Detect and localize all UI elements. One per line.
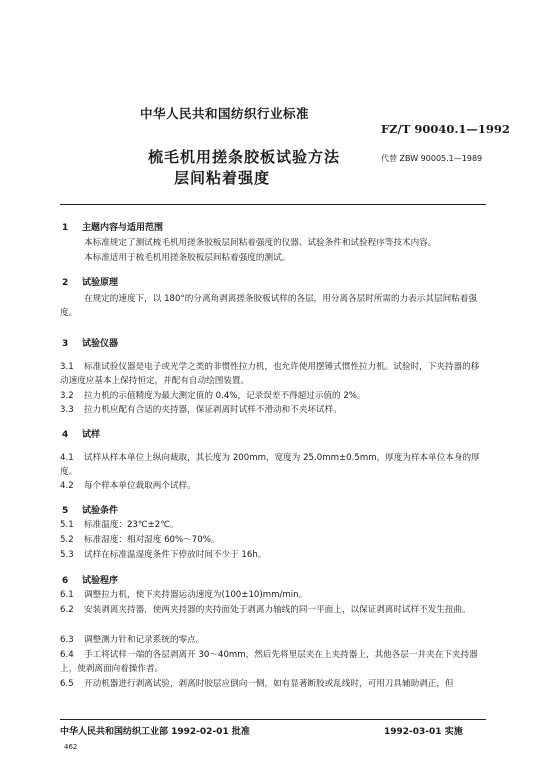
clause-number: 4.1: [60, 453, 74, 463]
clause-text: 标准温度：23℃±2℃。: [84, 520, 179, 530]
clause-5-2: [60, 534, 219, 546]
issuing-organization: 中华人民共和国纺织行业标准: [140, 106, 310, 121]
clause-6-3: [60, 634, 204, 646]
clause-6-4: [60, 648, 486, 676]
clause-4-1: [60, 451, 486, 479]
section-heading-1: [62, 220, 163, 233]
clause-6-1: [60, 589, 307, 601]
document-title: 梳毛机用搓条胶板试验方法: [148, 148, 341, 166]
clause-number: 3.2: [60, 391, 74, 401]
section-number: 2: [62, 278, 69, 288]
clause-3-1: [60, 360, 486, 388]
section-heading-2: [62, 275, 118, 288]
clause-number: 3.3: [60, 405, 74, 415]
section-title: 主题内容与适用范围: [82, 223, 164, 233]
clause-number: 3.1: [60, 362, 74, 372]
section-heading-3: [62, 336, 118, 349]
clause-text: 每个样本单位裁取两个试样。: [84, 481, 196, 491]
clause-3-2: [60, 390, 366, 402]
paragraph: 本标准适用于梳毛机用搓条胶板层间粘着强度的测试。: [84, 253, 291, 263]
clause-4-2: [60, 480, 196, 492]
clause-number: 6.2: [60, 605, 74, 615]
clause-number: 5.2: [60, 535, 74, 545]
section-heading-5: [62, 503, 118, 516]
standard-number: FZ/T 90040.1—1992: [381, 122, 510, 136]
section-number: 4: [62, 430, 69, 440]
clause-6-5: [60, 677, 486, 691]
clause-3-3: [60, 404, 342, 416]
section-title: 试验条件: [82, 506, 119, 516]
clause-5-1: [60, 519, 178, 531]
clause-text: 调整测力针和记录系统的零点。: [84, 635, 205, 645]
clause-text: 调整拉力机，使下夹持器运动速度为(100±10)mm/min。: [84, 590, 308, 600]
section-number: 1: [62, 223, 69, 233]
replaces-note: 代替 ZBW 90005.1—1989: [381, 154, 483, 163]
clause-number: 6.3: [60, 635, 74, 645]
section-title: 试验仪器: [82, 339, 119, 349]
section-number: 5: [62, 506, 69, 516]
clause-text: 安装剥离夹持器，使两夹持器的夹持面处于剥离力轴线的同一平面上，以保证剥离时试样不发生扭曲。: [84, 605, 471, 615]
clause-text: 拉力机应配有合适的夹持器，保证剥离时试样不滑动和不夹坏试样。: [84, 405, 342, 415]
section-number: 3: [62, 339, 69, 349]
section-heading-6: [62, 573, 118, 586]
clause-text: 拉力机的示值精度为最大测定值的 0.4%，记录误差不得超过示值的 2%。: [84, 391, 366, 401]
clause-number: 6.5: [60, 679, 74, 689]
clause-number: 4.2: [60, 481, 74, 491]
clause-text: 试样从样本单位上纵向裁取，其长度为 200mm，宽度为 25.0mm±0.5mm，厚度为样本单位本身的厚度。: [60, 453, 480, 477]
approval-line: 中华人民共和国纺织工业部 1992-02-01 批准: [60, 727, 250, 737]
clause-text: 试样在标准温湿度条件下停放时间不少于 16h。: [84, 550, 267, 560]
paragraph: 在规定的速度下，以 180°的分离角剥离搓条胶板试样的各层，用分离各层时所需的力表示其层间粘着强度。: [60, 294, 477, 318]
clause-number: 6.1: [60, 590, 74, 600]
paragraph: 本标准规定了测试梳毛机用搓条胶板层间粘着强度的仪器、试验条件和试验程序等技术内容。: [84, 238, 437, 248]
clause-text: 开动机器进行剥离试验，剥离时胶层应倒向一侧，如有显著断胶或乱线时，可用刀具辅助剥正，但: [84, 679, 454, 689]
effective-date: 1992-03-01 实施: [384, 727, 463, 737]
footer-divider: [60, 719, 486, 720]
clause-text: 标准湿度：相对湿度 60%～70%。: [84, 535, 220, 545]
clause-5-3: [60, 549, 266, 561]
section-number: 6: [62, 576, 69, 586]
clause-number: 6.4: [60, 650, 74, 660]
section-title: 试验程序: [82, 576, 119, 586]
section-heading-4: [62, 427, 100, 440]
section-title: 试样: [82, 430, 101, 440]
clause-6-2: [60, 603, 486, 617]
section-title: 试验原理: [82, 278, 119, 288]
header-divider: [60, 204, 486, 205]
clause-number: 5.1: [60, 520, 74, 530]
document-subtitle: 层间粘着强度: [174, 169, 271, 187]
clause-text: 手工将试样一端的各层剥离开 30～40mm，然后先将里层夹在上夹持器上，其他各层一并夹在下夹持器上，使剥离面向着操作者。: [60, 650, 478, 674]
clause-text: 标准试验仪器是电子或光学之类的非惯性拉力机，也允许使用摆锤式惯性拉力机。试验时，下夹持器的移动速度应基本上保持恒定，并配有自动绘图装置。: [60, 362, 480, 386]
clause-number: 5.3: [60, 550, 74, 560]
page-number: 462: [64, 743, 78, 751]
